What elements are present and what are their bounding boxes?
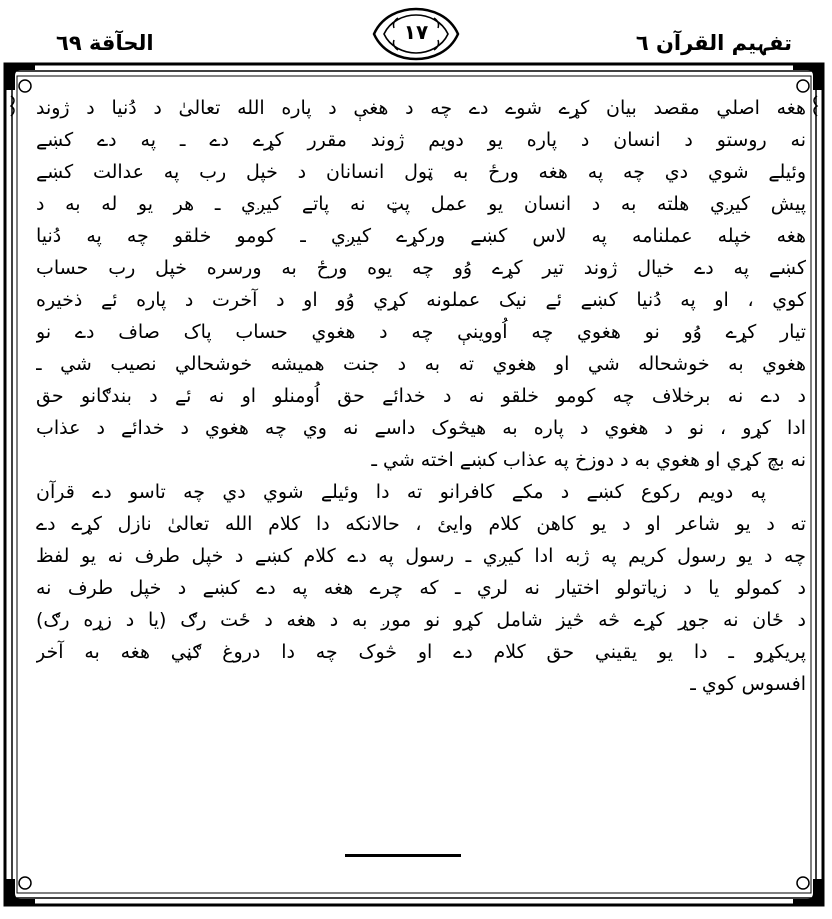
text-line: پريکړو ـ دا يو يقيني حق کلام دے او څوک چه دا دروغ ګڼي هغه به آخر xyxy=(36,641,806,663)
text-line: نه روستو د انسان د پاره يو دويم ژوند مقرر کړے دے ـ په دے کښے xyxy=(36,129,806,151)
text-line: د ځان نه جوړ کړے څه څيز شامل کړو نو موږ به د هغه د ځت رګ (يا د زړه رګ) xyxy=(36,609,806,631)
text-line: نه بچ کړي او هغوي به د دوزخ په عذاب کښے اخته شي ـ xyxy=(371,449,806,471)
text-line: کښے په دے خيال ژوند تير کړے وُو چه يوه ورځ به ورسره خپل رب حساب xyxy=(36,257,806,279)
text-line: د کمولو يا د زياتولو اختيار نه لري ـ که چرے هغه په دے کښے د خپل طرف نه xyxy=(36,577,806,599)
header-book-title: تفہیم القرآن ٦ xyxy=(635,31,792,55)
text-line: کوي ، او په دُنيا کښے ئے نيک عملونه کړي وُو او د آخرت د پاره ئے ذخيره xyxy=(36,289,806,311)
text-line: تيار کړے وُو نو هغوي چه اُووينې چه د هغوي حساب پاک صاف دے نو xyxy=(36,321,806,343)
header-surah-name: الحآقة ٦٩ xyxy=(56,31,154,55)
text-line: هغه اصلي مقصد بيان کړے شوے دے چه د هغې د پاره الله تعالىٰ د دُنيا د ژوند xyxy=(36,97,806,119)
text-line: ته د يو شاعر او د يو کاهن کلام وايئ ، حالانکه دا کلام الله تعالىٰ نازل کړے دے xyxy=(36,513,806,535)
text-line: هغه خپله عملنامه په لاس کښے ورکړے کيږي ـ کومو خلقو چه په دُنيا xyxy=(36,225,806,247)
text-line: پيش کيږي هلته به د انسان يو عمل پټ نه پاتے کيږي ـ هر يو له به د xyxy=(36,193,806,215)
page-number-emblem xyxy=(368,6,464,62)
text-line: چه د يو رسول کريم په ژبه ادا کيږي ـ رسول په دے کلام کښے د خپل طرف نه يو لفظ xyxy=(36,545,806,567)
text-line: د دے نه برخلاف چه کومو خلقو نه د خدائے حق اُومنلو او نه ئے د بندګانو حق xyxy=(36,385,806,407)
body-text xyxy=(36,92,806,872)
text-line: افسوس کوي ـ xyxy=(690,673,806,695)
text-line: ادا کړو ، نو د هغوي د پاره به هيڅوک داسے نه وي چه هغوي د خدائے د عذاب xyxy=(36,417,806,439)
page-number: ١٧ xyxy=(403,20,429,44)
text-line: وئيلے شوي دي چه په هغه ورځ به ټول انسانان د خپل رب په عدالت کښے xyxy=(36,161,806,183)
section-end-rule xyxy=(345,854,461,857)
text-line: هغوي به خوشحاله شي او هغوي ته به د جنت هميشه خوشحالي نصيب شي ـ xyxy=(36,353,806,375)
text-line: په دويم رکوع کښے د مکے کافرانو ته دا وئيلے شوي دي چه تاسو دے قرآن xyxy=(36,481,766,503)
